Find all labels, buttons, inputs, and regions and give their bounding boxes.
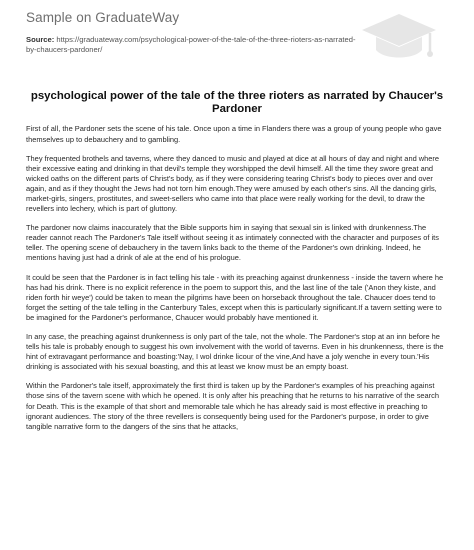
source-label: Source:	[26, 35, 55, 44]
paragraph: The pardoner now claims inaccurately that the Bible supports him in saying that sexual sin is linked with drunkenness.The reader cannot reach The Pardoner's Tale itself without seeing it as intimately connected with the character and purposes of its teller. The opening scene of debauchery in the tavern links back to the theme of the Pardoner's own drinking. Indeed, he mentions having just had a drink of ale at the end of his prologue.	[26, 223, 439, 263]
source-url[interactable]: https://graduateway.com/psychological-power-of-the-tale-of-the-three-rioters-as-narrated-by-chaucers-pardoner/	[26, 35, 356, 54]
paragraph: They frequented brothels and taverns, where they danced to music and played at dice at all hours of day and night and where their excessive eating and drinking in that devil's temple they worshipped the devil himself. All the time they swore great and wicked oaths on the different parts of Christ's body, as if they were considering tearing Christ's body to pieces over and over again, and as if they thought the Jews had not torn him enough.They were amused by each other's sins. All the dancing girls, market-girls, singers, prostitutes, and sweet-sellers who came into that place were really working for the devil, to draw the revellers into lechery, which is part of gluttony.	[26, 153, 440, 214]
header	[18, 0, 456, 76]
paragraph: First of all, the Pardoner sets the scene of his tale. Once upon a time in Flanders there was a group of young people who gave themselves up to debauchery and to gambling.	[26, 124, 442, 144]
site-name: Sample on GraduateWay	[26, 10, 180, 25]
graduation-cap-icon	[360, 8, 438, 68]
paragraph: In any case, the preaching against drunkenness is only part of the tale, not the whole. The Pardoner's stop at an inn before he tells his tale is probably enough to suggest his own involvement with the world of taverns. Even in his drunkenness, there is the hint of extravagant performance and boasting:'Nay, I wol drinke licour of the vine,And have a joly wenche in every toun.'His drinking is associated with his sexual boasting, and this at least we know must be an empty boast.	[26, 332, 444, 372]
source-line	[26, 35, 356, 54]
article-title: psychological power of the tale of the three rioters as narrated by Chaucer's Pardoner	[30, 90, 444, 116]
article-body	[18, 124, 456, 431]
paragraph: It could be seen that the Pardoner is in fact telling his tale - with its preaching against drunkenness - inside the tavern where he has had his drink. There is no explicit reference in the poem to support this, and the last line of the tale ('Anon they kiste, and riden forth hir weye') could be taken to mean the pilgrims have been on horseback throughout the tale. Chaucer does tend to forget the setting of the tale telling in the Canterbury Tales, except when this is particularly significant.If a tavern setting were to be imagined for the Pardoner's performance, Chaucer would probably have mentioned it.	[26, 272, 444, 322]
paragraph: Within the Pardoner's tale itself, approximately the first third is taken up by the Pardoner's examples of his preaching against those sins of the tavern scene with which he opened. It is only after his preaching that he returns to his narrative of the search for Death. This is the example of that short and memorable tale which he has already said is most effective in preaching to ignorant audiences. The story of the three revellers is consequently being used for the Pardoner's purpose, in order to give tangible narrative form to the dangers of the sins that he attacks,	[26, 381, 440, 431]
